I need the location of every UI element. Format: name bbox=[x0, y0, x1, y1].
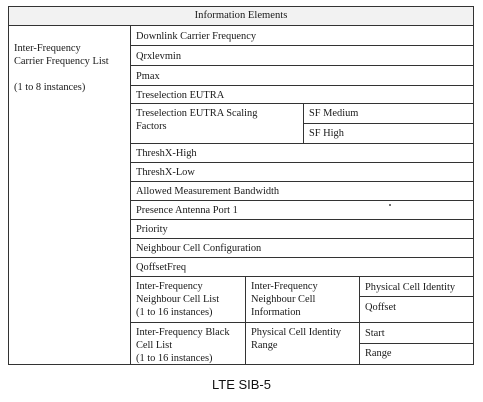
range-range: Range bbox=[365, 348, 392, 359]
physical-cell-identity: Physical Cell Identity bbox=[365, 282, 456, 293]
sf-high: SF High bbox=[309, 128, 344, 139]
information-elements-table bbox=[8, 6, 474, 365]
scan-speck bbox=[389, 204, 391, 206]
figure-caption: LTE SIB-5 bbox=[211, 377, 271, 392]
group-cell bbox=[9, 26, 130, 97]
row-downlink-carrier-frequency: Downlink Carrier Frequency bbox=[136, 31, 257, 42]
neighbour-cell-list: Inter-Frequency Neighbour Cell List (1 to 16 instances) bbox=[136, 281, 220, 318]
row-treselection-scaling-factors: Treselection EUTRA Scaling Factors bbox=[136, 108, 258, 132]
row-qoffsetfreq: QoffsetFreq bbox=[136, 262, 187, 273]
row-priority: Priority bbox=[136, 224, 168, 235]
group-name: Inter-Frequency Carrier Frequency List bbox=[14, 43, 109, 67]
row-threshx-high: ThreshX-High bbox=[136, 148, 197, 159]
qoffset: Qoffset bbox=[365, 302, 396, 313]
row-allowed-measurement-bandwidth: Allowed Measurement Bandwidth bbox=[136, 186, 280, 197]
sf-medium: SF Medium bbox=[309, 108, 359, 119]
row-pmax: Pmax bbox=[136, 71, 160, 82]
row-qrxlevmin: Qrxlevmin bbox=[136, 51, 182, 62]
table-header: Information Elements bbox=[9, 7, 473, 25]
group-instances: (1 to 8 instances) bbox=[14, 82, 86, 93]
range-start: Start bbox=[365, 328, 385, 339]
row-treselection-eutra: Treselection EUTRA bbox=[136, 90, 225, 101]
physical-cell-identity-range: Physical Cell Identity Range bbox=[251, 327, 342, 351]
row-threshx-low: ThreshX-Low bbox=[136, 167, 195, 178]
black-cell-list: Inter-Frequency Black Cell List (1 to 16 instances) bbox=[136, 327, 230, 364]
row-presence-antenna-port-1: Presence Antenna Port 1 bbox=[136, 205, 238, 216]
neighbour-cell-information: Inter-Frequency Neighbour Cell Information bbox=[251, 281, 318, 318]
row-neighbour-cell-configuration: Neighbour Cell Configuration bbox=[136, 243, 262, 254]
